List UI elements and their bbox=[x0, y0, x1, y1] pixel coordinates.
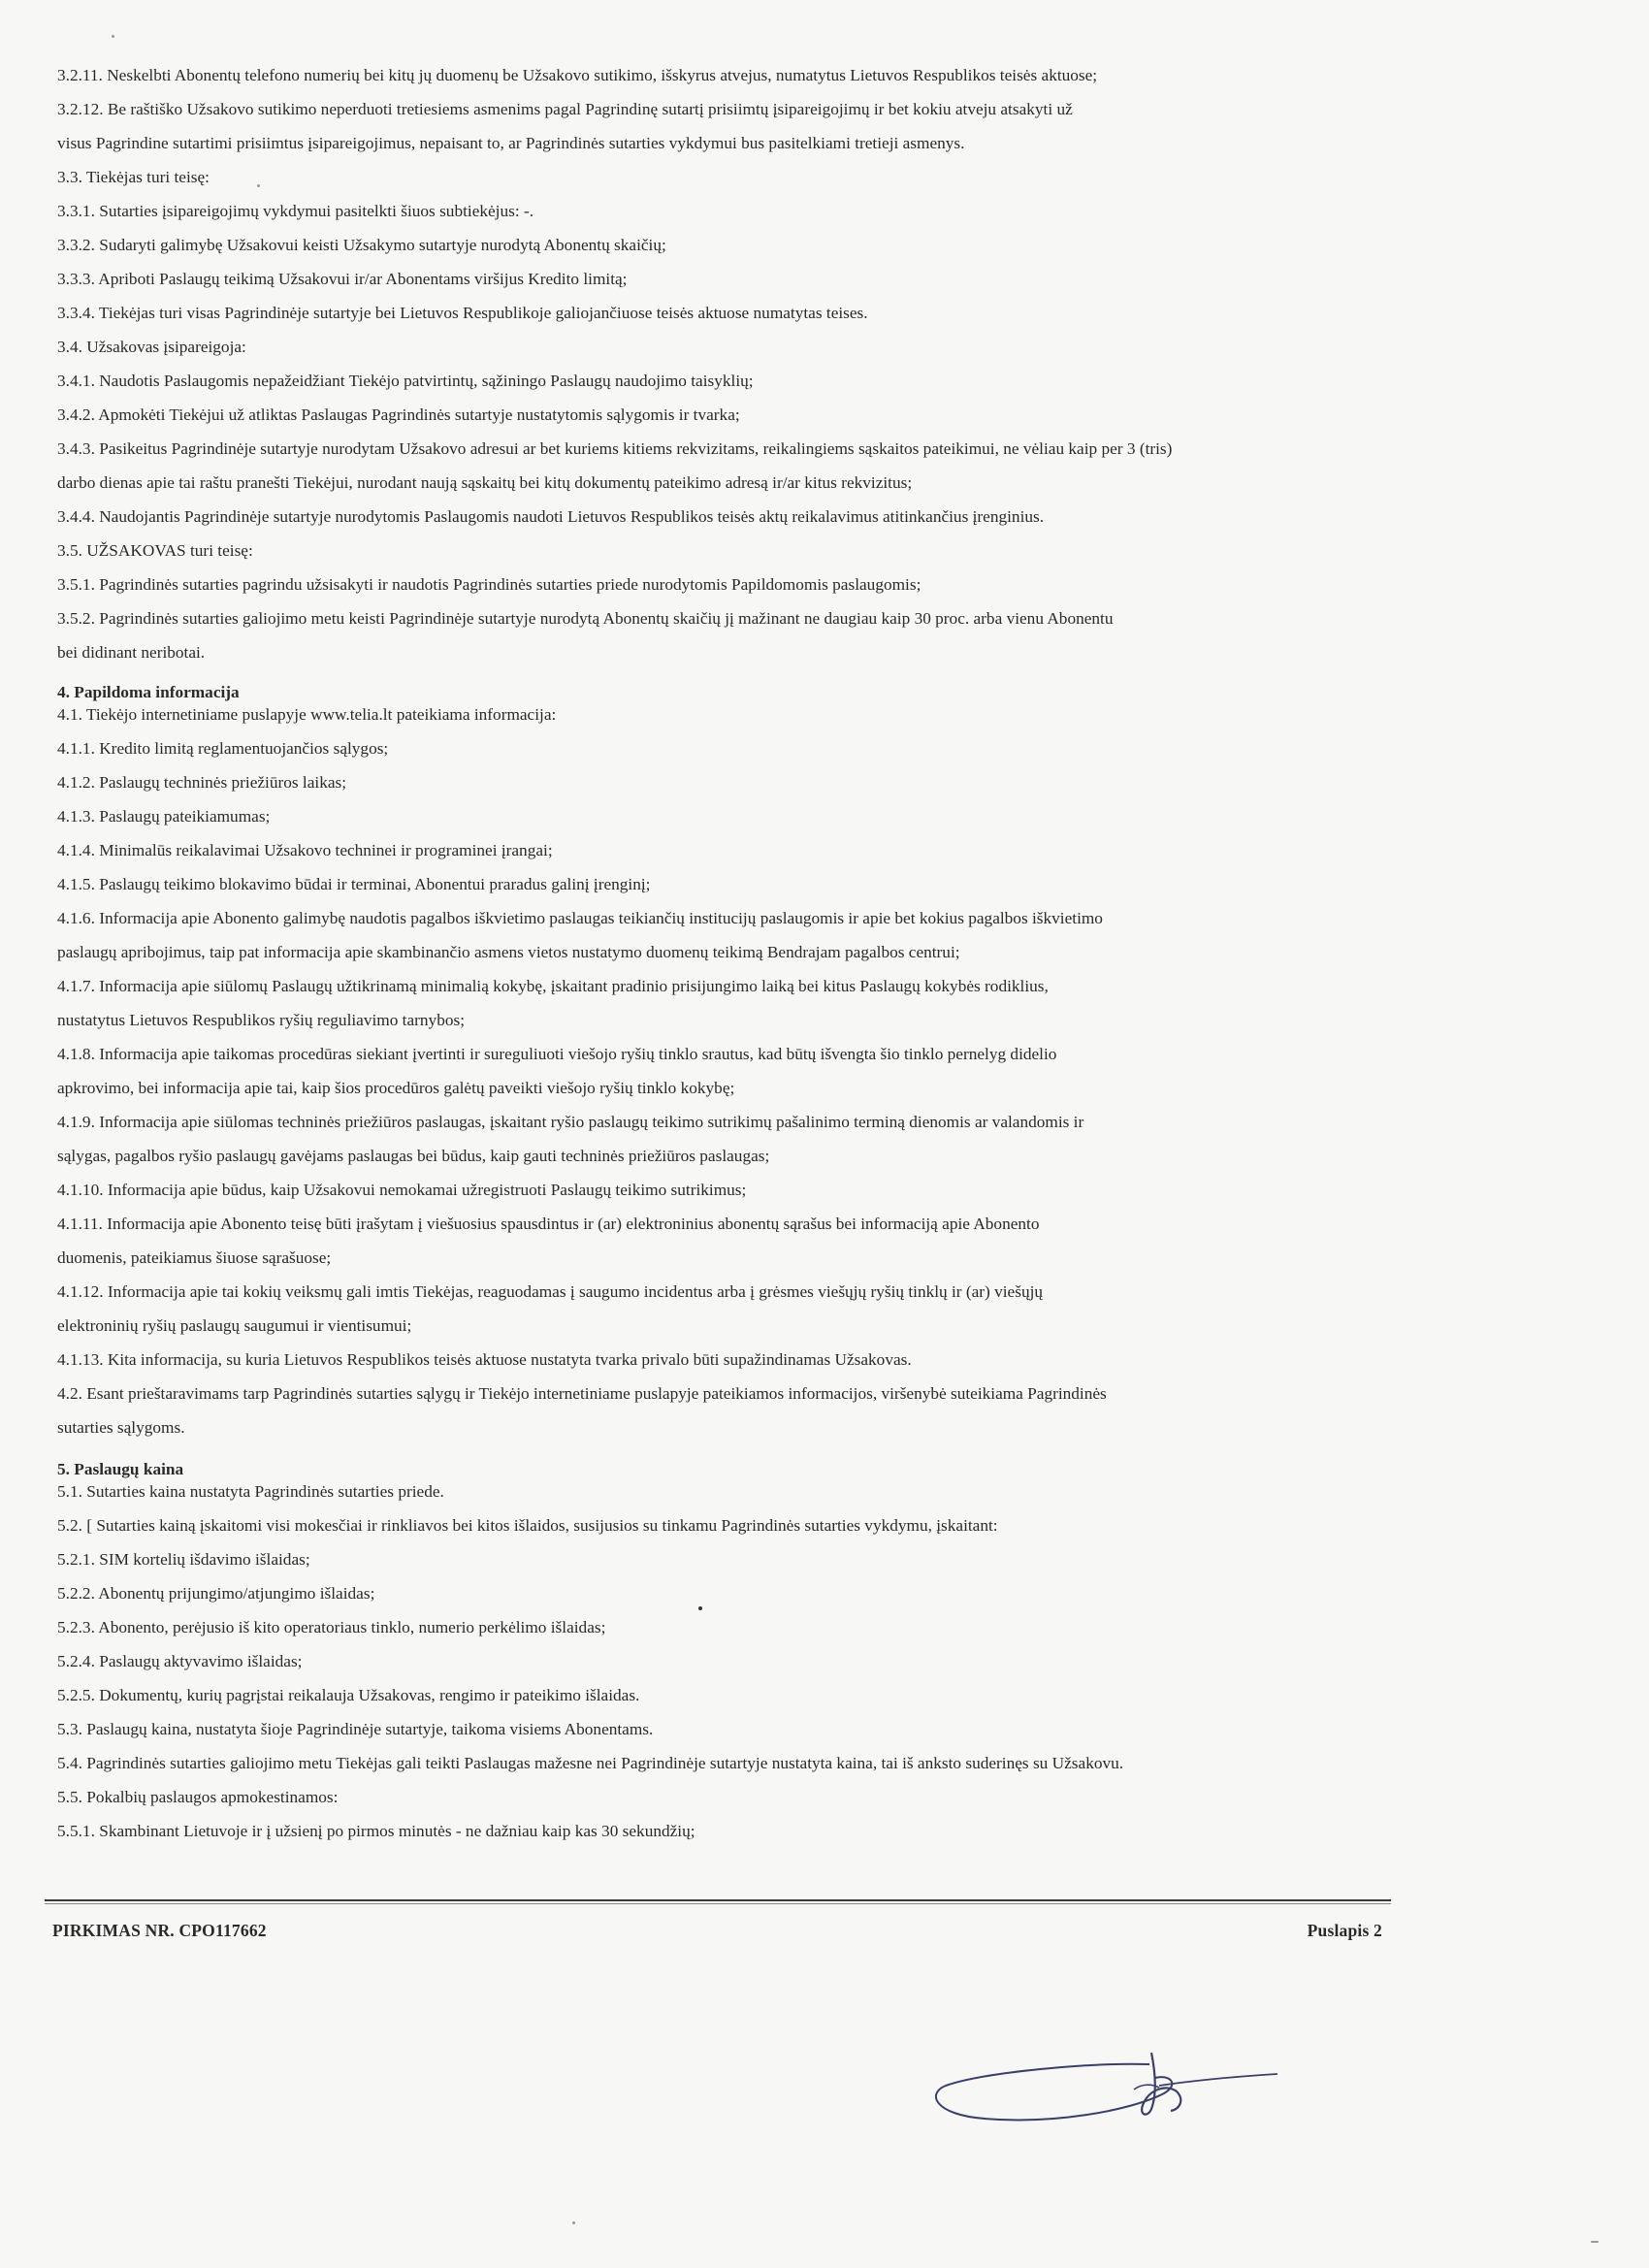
clause-line: apkrovimo, bei informacija apie tai, kaip šios procedūros galėtų paveikti viešojo ryšių tinklo kokybę; bbox=[57, 1079, 735, 1097]
scan-speck bbox=[257, 184, 260, 187]
clause-line: 4.1.7. Informacija apie siūlomų Paslaugų užtikrinamą minimalią kokybę, įskaitant pradinio prisijungimo laiką bei kitus Paslaugų kokybės rodiklius, bbox=[57, 977, 1049, 995]
clause-line: 3.5.1. Pagrindinės sutarties pagrindu užsisakyti ir naudotis Pagrindinės sutarties priede nurodytomis Papildomomis paslaugomis; bbox=[57, 575, 922, 594]
clause-line: 3.4.1. Naudotis Paslaugomis nepažeidžiant Tiekėjo patvirtintų, sąžiningo Paslaugų naudojimo taisyklių; bbox=[57, 372, 754, 390]
clause-line: bei didinant neribotai. bbox=[57, 643, 206, 662]
clause-line: 3.5. UŽSAKOVAS turi teisę: bbox=[57, 541, 253, 560]
clause-line: 5.2.3. Abonento, perėjusio iš kito operatoriaus tinklo, numerio perkėlimo išlaidas; bbox=[57, 1618, 606, 1636]
clause-line: 3.3. Tiekėjas turi teisę: bbox=[57, 168, 210, 186]
footer-rule-thin bbox=[45, 1903, 1391, 1904]
clause-line: visus Pagrindine sutartimi prisiimtus įsipareigojimus, nepaisant to, ar Pagrindinės sutarties vykdymui bus pasitelkiami tretieji asmenys. bbox=[57, 134, 965, 152]
clause-line: 3.3.2. Sudaryti galimybę Užsakovui keisti Užsakymo sutartyje nurodytą Abonentų skaičių; bbox=[57, 236, 666, 254]
clause-line: 4.1.5. Paslaugų teikimo blokavimo būdai ir terminai, Abonentui praradus galinį įrenginį; bbox=[57, 875, 651, 893]
clause-line: 3.3.1. Sutarties įsipareigojimų vykdymui pasitelkti šiuos subtiekėjus: -. bbox=[57, 202, 534, 220]
section-4-heading: 4. Papildoma informacija bbox=[57, 683, 240, 701]
scan-speck bbox=[572, 2221, 575, 2224]
procurement-number: PIRKIMAS NR. CPO117662 bbox=[52, 1921, 267, 1940]
section-5-heading: 5. Paslaugų kaina bbox=[57, 1460, 184, 1478]
clause-line: 5.2.5. Dokumentų, kurių pagrįstai reikalauja Užsakovas, rengimo ir pateikimo išlaidas. bbox=[57, 1686, 640, 1704]
clauses-5 bbox=[57, 1508, 1415, 1848]
clause-line: 5.5. Pokalbių paslaugos apmokestinamos: bbox=[57, 1788, 339, 1806]
clause-line: 3.2.11. Neskelbti Abonentų telefono numerių bei kitų jų duomenų be Užsakovo sutikimo, išskyrus atvejus, numatytus Lietuvos Respublikos teisės aktuose; bbox=[57, 66, 1098, 84]
clause-line: 3.5.2. Pagrindinės sutarties galiojimo metu keisti Pagrindinėje sutartyje nurodytą Abonentų skaičių jį mažinant ne daugiau kaip 30 proc. arba vienu Abonentu bbox=[57, 609, 1114, 628]
clause-line: 4.1.3. Paslaugų pateikiamumas; bbox=[57, 807, 271, 826]
clause-line: 5.2.1. SIM kortelių išdavimo išlaidas; bbox=[57, 1550, 310, 1569]
clause-line: elektroninių ryšių paslaugų saugumui ir vientisumui; bbox=[57, 1316, 412, 1335]
clause-line: 4.2. Esant prieštaravimams tarp Pagrindinės sutarties sąlygų ir Tiekėjo internetiniame puslapyje pateikiamos informacijos, viršenybė suteikiama Pagrindinės bbox=[57, 1384, 1107, 1403]
clause-line: 3.3.3. Apriboti Paslaugų teikimą Užsakovui ir/ar Abonentams viršijus Kredito limitą; bbox=[57, 270, 628, 288]
handwritten-signature bbox=[926, 2025, 1285, 2132]
clause-line: nustatytus Lietuvos Respublikos ryšių reguliavimo tarnybos; bbox=[57, 1011, 465, 1029]
clause-line: sąlygas, pagalbos ryšio paslaugų gavėjams paslaugas bei būdus, kaip gauti techninės priežiūros paslaugas; bbox=[57, 1147, 770, 1165]
clause-line: duomenis, pateikiamus šiuose sąrašuose; bbox=[57, 1248, 332, 1267]
clause-line: 4.1.11. Informacija apie Abonento teisę būti įrašytam į viešuosius spausdintus ir (ar) elektroninius abonentų sąrašus bei informaciją apie Abonento bbox=[57, 1215, 1040, 1233]
clause-line: 4.1.13. Kita informacija, su kuria Lietuvos Respublikos teisės aktuose nustatyta tvarka privalo būti supažindinamas Užsakovas. bbox=[57, 1350, 912, 1369]
clause-line: 5.3. Paslaugų kaina, nustatyta šioje Pagrindinėje sutartyje, taikoma visiems Abonentams. bbox=[57, 1720, 654, 1738]
clause-line: darbo dienas apie tai raštu pranešti Tiekėjui, nurodant naują sąskaitų bei kitų dokumentų pateikimo adresą ir/ar kitus rekvizitus; bbox=[57, 473, 913, 492]
clause-line: 3.4. Užsakovas įsipareigoja: bbox=[57, 338, 246, 356]
clause-line: 3.2.12. Be raštiško Užsakovo sutikimo neperduoti tretiesiems asmenims pagal Pagrindinę sutartį prisiimtų įsipareigojimų ir bet kokiu atveju atsakyti už bbox=[57, 100, 1073, 118]
page-number: Puslapis 2 bbox=[1307, 1921, 1382, 1940]
footer-rule bbox=[45, 1899, 1391, 1901]
clause-line: 4.1.6. Informacija apie Abonento galimybę naudotis pagalbos iškvietimo paslaugas teikiančių institucijų paslaugomis ir apie bet kokius pagalbos iškvietimo bbox=[57, 909, 1103, 927]
clause-line: 4.1.12. Informacija apie tai kokių veiksmų gali imtis Tiekėjas, reaguodamas į saugumo incidentus arba į grėsmes viešųjų ryšių tinklų ir (ar) viešųjų bbox=[57, 1282, 1044, 1301]
document-body bbox=[57, 58, 1415, 1848]
clause-line: 4.1.2. Paslaugų techninės priežiūros laikas; bbox=[57, 773, 347, 792]
clause-line: 5.2.2. Abonentų prijungimo/atjungimo išlaidas; bbox=[57, 1584, 375, 1603]
clause-line: 3.4.3. Pasikeitus Pagrindinėje sutartyje nurodytam Užsakovo adresui ar bet kuriems kitiems rekvizitams, reikalingiems sąskaitos pateikimui, ne vėliau kaip per 3 (tris) bbox=[57, 439, 1173, 458]
clauses-4 bbox=[57, 731, 1415, 1444]
clause-line: sutarties sąlygoms. bbox=[57, 1418, 185, 1437]
clause-line: 4.1.10. Informacija apie būdus, kaip Užsakovui nemokamai užregistruoti Paslaugų teikimo sutrikimus; bbox=[57, 1181, 747, 1199]
clause-line: 3.3.4. Tiekėjas turi visas Pagrindinėje sutartyje bei Lietuvos Respublikoje galiojančiuose teisės aktuose numatytas teises. bbox=[57, 304, 868, 322]
section-5-intro: 5.1. Sutarties kaina nustatyta Pagrindinės sutarties priede. bbox=[57, 1482, 444, 1501]
clause-line: 3.4.4. Naudojantis Pagrindinėje sutartyje nurodytomis Paslaugomis naudoti Lietuvos Respublikos teisės aktų reikalavimus atitinkančius įrenginius. bbox=[57, 507, 1045, 526]
clause-line: 3.4.2. Apmokėti Tiekėjui už atliktas Paslaugas Pagrindinės sutartyje nustatytomis sąlygomis ir tvarka; bbox=[57, 405, 740, 424]
scan-speck bbox=[112, 35, 114, 38]
clause-line: 5.4. Pagrindinės sutarties galiojimo metu Tiekėjas gali teikti Paslaugas mažesne nei Pagrindinėje sutartyje nustatyta kaina, tai iš anksto suderinęs su Užsakovu. bbox=[57, 1754, 1124, 1772]
clauses-3 bbox=[57, 58, 1415, 669]
clause-line: 4.1.8. Informacija apie taikomas procedūras siekiant įvertinti ir sureguliuoti viešojo ryšių tinklo srautus, kad būtų išvengta šio tinklo pernelyg didelio bbox=[57, 1045, 1057, 1063]
clause-line: 5.2.4. Paslaugų aktyvavimo išlaidas; bbox=[57, 1652, 303, 1670]
scan-speck bbox=[698, 1606, 702, 1610]
clause-line: 4.1.1. Kredito limitą reglamentuojančios sąlygos; bbox=[57, 739, 389, 758]
section-4-intro: 4.1. Tiekėjo internetiniame puslapyje www.telia.lt pateikiama informacija: bbox=[57, 705, 557, 724]
clause-line: paslaugų apribojimus, taip pat informacija apie skambinančio asmens vietos nustatymo duomenų teikimą Bendrajam pagalbos centrui; bbox=[57, 943, 960, 961]
clause-line: 4.1.9. Informacija apie siūlomas techninės priežiūros paslaugas, įskaitant ryšio paslaugų teikimo sutrikimų pašalinimo terminą dienomis ar valandomis ir bbox=[57, 1113, 1084, 1131]
clause-line: 5.2. [ Sutarties kainą įskaitomi visi mokesčiai ir rinkliavos bei kitos išlaidos, susijusios su tinkamu Pagrindinės sutarties vykdymu, įskaitant: bbox=[57, 1516, 998, 1535]
clause-line: 4.1.4. Minimalūs reikalavimai Užsakovo techninei ir programinei įrangai; bbox=[57, 841, 553, 859]
scan-speck bbox=[1591, 2241, 1599, 2243]
clause-line: 5.5.1. Skambinant Lietuvoje ir į užsienį po pirmos minutės - ne dažniau kaip kas 30 sekundžių; bbox=[57, 1822, 695, 1840]
